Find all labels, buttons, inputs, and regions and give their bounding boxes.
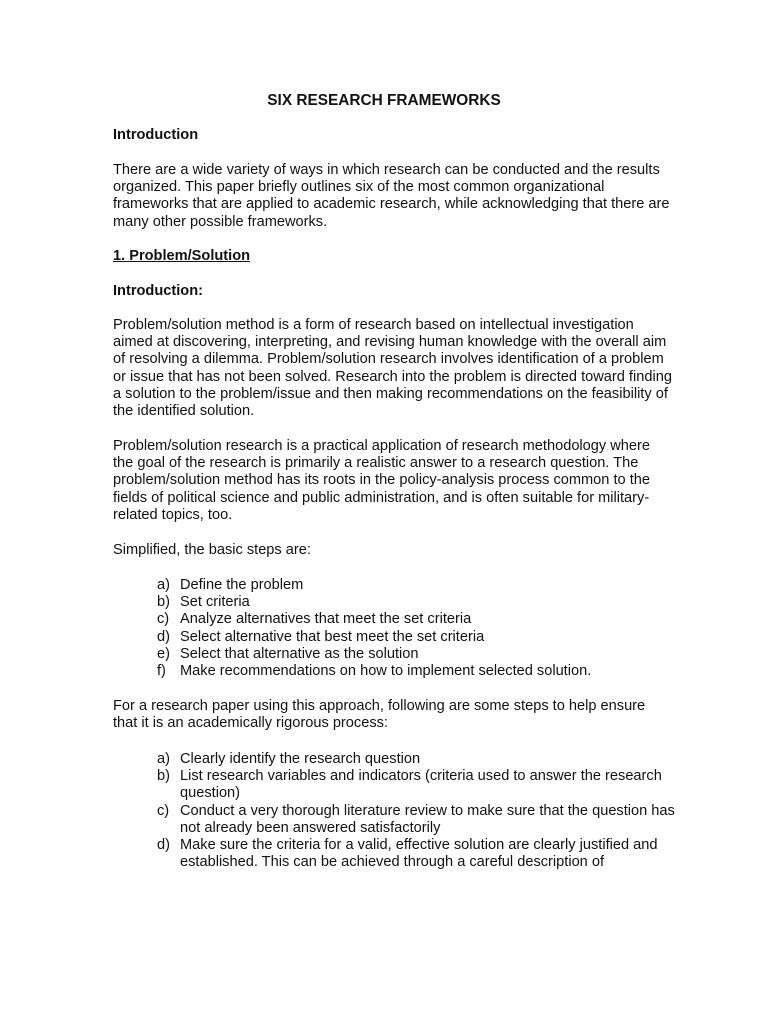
paragraph-text: For a research paper using this approach, following are some steps to help ensure that it is an academically rigorous process: — [113, 698, 646, 732]
list-item — [157, 629, 677, 646]
list-item-text: Clearly identify the research question — [180, 751, 421, 767]
list-item — [157, 577, 677, 594]
intro-paragraph — [113, 162, 673, 231]
list-item-text: Analyze alternatives that meet the set criteria — [180, 611, 472, 628]
list-item-text: Make recommendations on how to implement selected solution. — [180, 663, 592, 680]
list-item — [157, 611, 677, 628]
list-item — [157, 751, 677, 768]
list-item-text: Define the problem — [180, 577, 304, 593]
rigor-intro — [113, 698, 673, 732]
rigor-steps-list — [157, 751, 677, 871]
list-marker: a) — [157, 751, 170, 767]
list-marker: c) — [157, 802, 170, 819]
intro-heading: Introduction — [113, 127, 199, 143]
list-item — [157, 768, 677, 802]
list-item-text: List research variables and indicators (criteria used to answer the research question) — [180, 768, 662, 802]
section-1-heading: 1. Problem/Solution — [113, 248, 251, 264]
list-item-text: Select alternative that best meet the set criteria — [180, 628, 485, 645]
paragraph-text: Problem/solution method is a form of research based on intellectual investigation aimed at discovering, interpreting, and revising human knowledge with the overall aim of resolving a dilemma. Problem/solution research involves identification of a problem or issue that has not been solved. Research into the problem is directed toward finding a solution to the problem/issue and then making recommendations on the feasibility of the identified solution. — [113, 317, 672, 420]
steps-intro: Simplified, the basic steps are: — [113, 542, 311, 558]
section-1-subheading: Introduction: — [113, 283, 203, 299]
document-title: SIX RESEARCH FRAMEWORKS — [267, 92, 501, 109]
list-marker: b) — [157, 594, 170, 611]
list-marker: d) — [157, 837, 170, 854]
list-item — [157, 837, 677, 871]
section-1-paragraph-1 — [113, 317, 673, 420]
section-1-paragraph-2 — [113, 438, 673, 524]
list-item — [157, 663, 677, 680]
list-marker: d) — [157, 628, 170, 645]
list-marker: e) — [157, 645, 170, 662]
intro-text: There are a wide variety of ways in which research can be conducted and the results organized. This paper briefly outlines six of the most common organizational frameworks that are applied to academic research, while acknowledging that there are many other possible frameworks. — [113, 162, 670, 230]
basic-steps-list — [157, 577, 677, 680]
list-marker: c) — [157, 611, 170, 628]
list-item — [157, 646, 677, 663]
list-item-text: Select that alternative as the solution — [180, 645, 419, 662]
list-item-text: Make sure the criteria for a valid, effective solution are clearly justified and established. This can be achieved through a careful description of — [180, 837, 658, 871]
paragraph-text: Problem/solution research is a practical application of research methodology where the goal of the research is primarily a realistic answer to a research question. The problem/solution method has its roots in the policy-analysis process common to the fields of political science and public administration, and is often suitable for military-related topics, too. — [113, 438, 651, 523]
list-item — [157, 594, 677, 611]
list-item — [157, 803, 677, 837]
list-marker: a) — [157, 577, 170, 593]
list-item-text: Conduct a very thorough literature review to make sure that the question has not already been answered satisfactorily — [180, 802, 675, 836]
list-marker: f) — [157, 663, 166, 680]
list-marker: b) — [157, 768, 170, 785]
list-item-text: Set criteria — [180, 594, 250, 611]
